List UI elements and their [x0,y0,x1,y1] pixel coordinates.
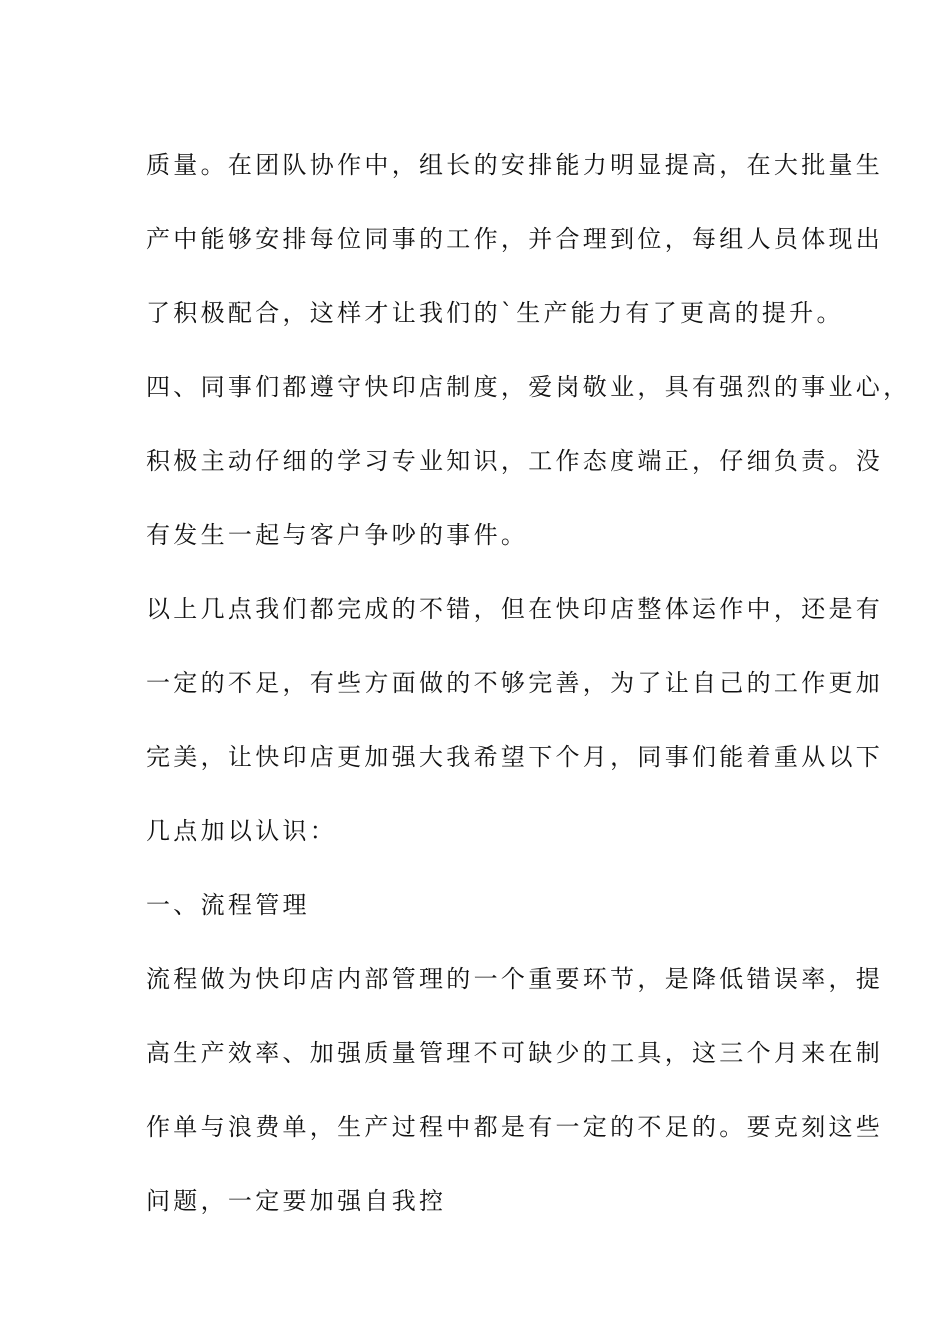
text-line: 了积极配合，这样才让我们的`生产能力有了更高的提升。 [146,299,844,327]
text-line: 问题，一定要加强自我控 [146,1187,447,1215]
text-line: 有发生一起与客户争吵的事件。 [146,521,529,549]
text-line: 作单与浪费单，生产过程中都是有一定的不足的。要克刻这些 [146,1113,884,1141]
text-line: 完美，让快印店更加强大我希望下个月，同事们能着重从以下 [146,743,884,771]
text-line: 质量。在团队协作中，组长的安排能力明显提高，在大批量生 [146,151,884,179]
section-heading: 一、流程管理 [146,891,310,919]
text-line: 产中能够安排每位同事的工作，并合理到位，每组人员体现出 [146,225,884,253]
text-line: 高生产效率、加强质量管理不可缺少的工具，这三个月来在制 [146,1039,884,1067]
text-line: 流程做为快印店内部管理的一个重要环节，是降低错误率，提 [146,965,884,993]
text-line: 积极主动仔细的学习专业知识，工作态度端正，仔细负责。没 [146,447,884,475]
text-line: 几点加以认识： [146,817,338,845]
document-body [146,128,911,1238]
text-line: 以上几点我们都完成的不错，但在快印店整体运作中，还是有 [146,595,884,623]
text-line: 一定的不足，有些方面做的不够完善，为了让自己的工作更加 [146,669,884,697]
text-line: 四、同事们都遵守快印店制度，爱岗敬业，具有强烈的事业心， [146,373,911,401]
